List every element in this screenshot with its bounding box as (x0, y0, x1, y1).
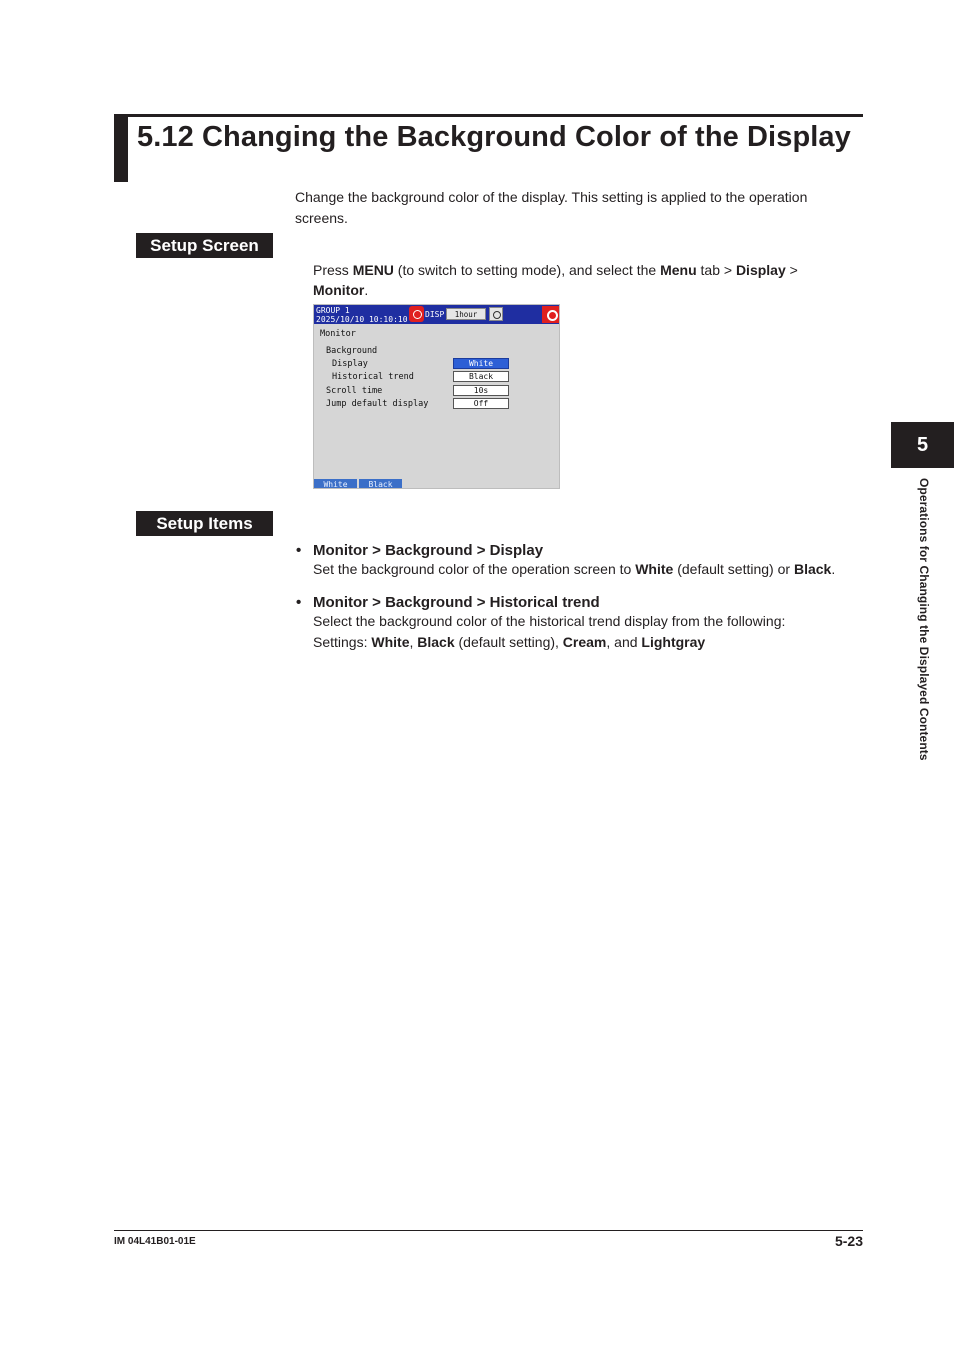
device-display-value[interactable]: White (453, 358, 509, 369)
device-jump-default-value[interactable]: Off (453, 398, 509, 409)
item-2-description: Select the background color of the historical trend display from the following: (313, 613, 786, 629)
alarm-icon (542, 306, 560, 323)
softkey-black[interactable]: Black (359, 479, 402, 489)
title-side-bar (114, 114, 128, 182)
setup-instruction-line-1: Press MENU (to switch to setting mode), and select the Menu tab > Display > (313, 262, 798, 278)
settings-icon[interactable] (489, 307, 503, 321)
record-icon (409, 306, 424, 322)
device-scroll-time-label: Scroll time (326, 386, 383, 396)
device-status-bar (314, 305, 560, 324)
softkey-white[interactable]: White (314, 479, 357, 489)
footer-rule (114, 1230, 863, 1231)
chapter-number-tab: 5 (891, 422, 954, 468)
device-historical-trend-value[interactable]: Black (453, 371, 509, 382)
item-2-heading: Monitor > Background > Historical trend (313, 594, 600, 611)
device-disp-label: DISP (425, 310, 445, 319)
interval-button[interactable]: 1hour (446, 308, 486, 320)
setup-screen-label: Setup Screen (136, 233, 273, 258)
bullet-2: • (296, 594, 302, 611)
device-group-name: GROUP 1 (316, 306, 350, 315)
device-historical-trend-label: Historical trend (332, 372, 414, 382)
footer-doc-id: IM 04L41B01-01E (114, 1236, 196, 1247)
device-jump-default-label: Jump default display (326, 399, 429, 409)
item-2-settings: Settings: White, Black (default setting), Cream, and Lightgray (313, 634, 706, 650)
chapter-side-title: Operations for Changing the Displayed Contents (917, 478, 931, 761)
device-scroll-time-value[interactable]: 10s (453, 385, 509, 396)
device-datetime: 2025/10/10 10:10:10 (316, 315, 408, 324)
device-background-group: Background (326, 346, 378, 356)
footer-page-number: 5-23 (834, 1233, 863, 1249)
setup-instruction-line-2: Monitor. (313, 282, 369, 298)
device-display-label: Display (332, 359, 368, 369)
device-screen (313, 304, 560, 489)
bullet-1: • (296, 542, 302, 559)
item-1-description: Set the background color of the operation screen to White (default setting) or Black. (313, 561, 836, 577)
intro-line-1: Change the background color of the display. This setting is applied to the operation (295, 189, 808, 205)
page-title: 5.12 Changing the Background Color of the Display (137, 121, 851, 153)
title-rule (114, 114, 863, 117)
intro-line-2: screens. (295, 210, 348, 226)
device-menu-title: Monitor (320, 329, 356, 339)
setup-items-label: Setup Items (136, 511, 273, 536)
item-1-heading: Monitor > Background > Display (313, 542, 544, 559)
